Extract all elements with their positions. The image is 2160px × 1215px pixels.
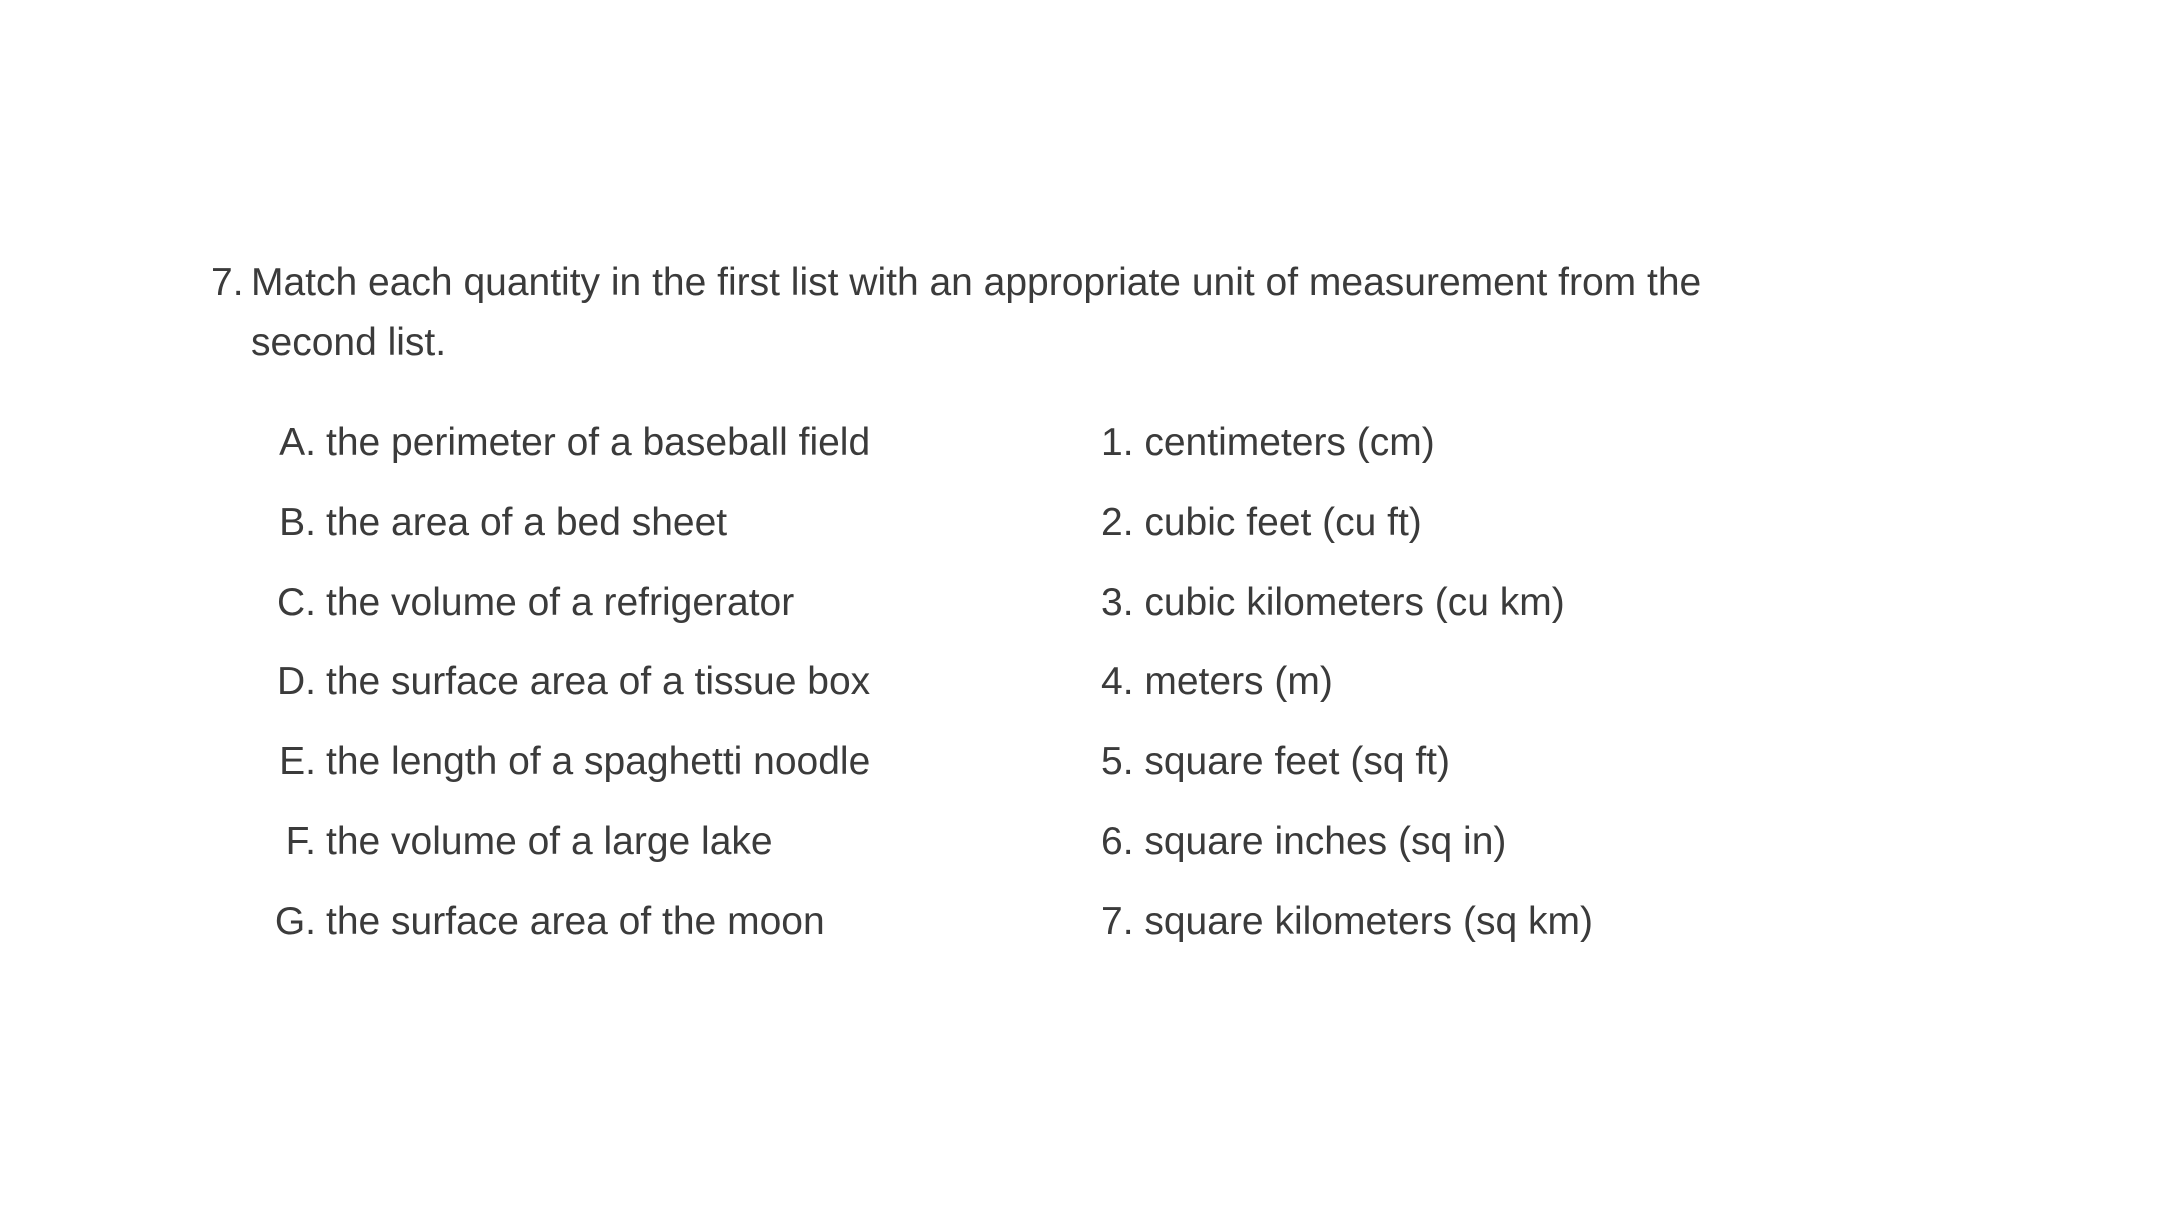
quantity-text: the area of a bed sheet [326, 501, 728, 544]
problem-number: 7. [211, 261, 244, 304]
matching-row [211, 892, 1771, 952]
quantity-item [271, 413, 870, 473]
quantity-item [271, 732, 870, 792]
unit-item: 4. meters (m) [1101, 660, 1333, 703]
quantity-label: D. [277, 660, 316, 703]
problem-stem [211, 253, 1771, 373]
quantity-text: the volume of a large lake [326, 820, 773, 863]
quantity-text: the surface area of a tissue box [326, 660, 871, 703]
quantity-text: the surface area of the moon [326, 900, 825, 943]
quantity-item [271, 812, 773, 872]
quantity-item [271, 573, 794, 633]
problem-7 [211, 253, 1771, 943]
quantity-label: F. [285, 820, 316, 863]
unit-item: 5. square feet (sq ft) [1101, 740, 1451, 783]
quantity-label: B. [279, 501, 316, 544]
matching-row [211, 732, 1771, 792]
matching-row [211, 413, 1771, 473]
quantity-item [271, 892, 825, 952]
unit-item: 2. cubic feet (cu ft) [1101, 501, 1422, 544]
unit-item: 7. square kilometers (sq km) [1101, 900, 1593, 943]
quantity-text: the perimeter of a baseball field [326, 421, 871, 464]
unit-item: 1. centimeters (cm) [1101, 421, 1435, 464]
unit-item: 6. square inches (sq in) [1101, 820, 1507, 863]
quantity-label: E. [279, 740, 316, 783]
quantity-label: C. [277, 581, 316, 624]
problem-stem-text: Match each quantity in the first list with an appropriate unit of measurement from the second list. [251, 261, 1702, 364]
quantity-label: A. [279, 421, 316, 464]
quantity-item [271, 652, 870, 712]
unit-item: 3. cubic kilometers (cu km) [1101, 581, 1565, 624]
matching-row [211, 652, 1771, 712]
quantity-item [271, 493, 727, 553]
quantity-text: the volume of a refrigerator [326, 581, 795, 624]
matching-row [211, 573, 1771, 633]
quantity-label: G. [274, 900, 316, 943]
matching-row [211, 493, 1771, 553]
quantity-text: the length of a spaghetti noodle [326, 740, 871, 783]
matching-row [211, 812, 1771, 872]
